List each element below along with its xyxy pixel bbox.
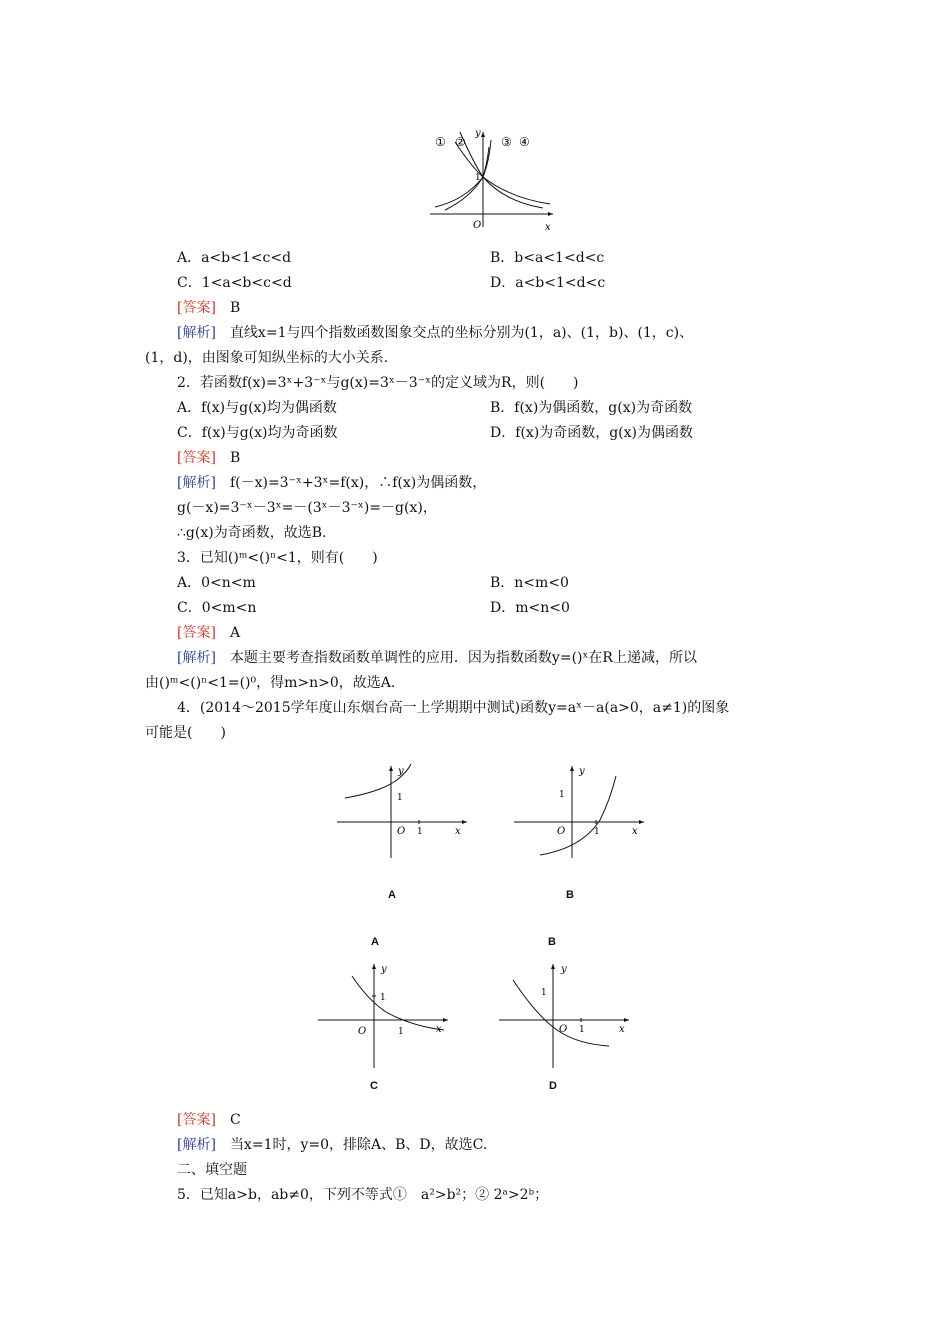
- q3-option-d: D．m<n<0: [490, 600, 570, 616]
- q1-analysis-line-2: (1，d)，由图象可知纵坐标的大小关系.: [145, 350, 389, 366]
- q1-answer-line: [177, 299, 240, 317]
- graph-d-axis-x: x: [619, 1024, 625, 1035]
- q3-answer-line: [177, 624, 240, 642]
- q3-analysis-text-1: 本题主要考查指数函数单调性的应用．因为指数函数y=()ˣ在R上递减，所以: [229, 650, 697, 666]
- graph-b-origin: O: [557, 826, 566, 837]
- analysis-tag: [解析]: [177, 325, 216, 341]
- q2-answer: B: [229, 450, 241, 466]
- answer-tag: [答案]: [177, 1112, 216, 1128]
- q1-option-a: A．a<b<1<c<d: [177, 250, 292, 266]
- graph-d: [497, 958, 637, 1070]
- graph-a-one-x: 1: [417, 827, 423, 837]
- answer-tag: [答案]: [177, 450, 216, 466]
- fig1-label-2: ②: [455, 135, 466, 149]
- graph-b: [512, 760, 652, 860]
- graph-caption-c: C: [370, 1080, 378, 1092]
- graph-caption-a-repeat: A: [371, 936, 379, 948]
- q1-answer: B: [229, 300, 241, 316]
- q3-option-c: C．0<m<n: [177, 600, 257, 616]
- q4-stem-2: 可能是( ): [145, 725, 226, 741]
- graph-d-axis-y: y: [561, 964, 567, 975]
- q4-analysis-line-1: [177, 1136, 487, 1154]
- graph-a-origin: O: [397, 826, 406, 837]
- q2-answer-line: [177, 449, 240, 467]
- graph-c-one-y: 1: [380, 993, 386, 1003]
- graph-c: [316, 958, 456, 1070]
- graph-c-axis-y: y: [381, 964, 387, 975]
- q3-answer: A: [229, 625, 241, 641]
- analysis-tag: [解析]: [177, 1137, 216, 1153]
- fig1-axis-y: y: [475, 128, 481, 139]
- graph-b-one-y: 1: [559, 790, 565, 800]
- q5-stem: 5．已知a>b，ab≠0，下列不等式① a²>b²；② 2ᵃ>2ᵇ；: [177, 1187, 549, 1203]
- q2-analysis-line-2: g(－x)=3⁻ˣ－3ˣ=－(3ˣ－3⁻ˣ)=－g(x)，: [177, 500, 437, 516]
- graph-caption-b-repeat: B: [548, 936, 556, 948]
- graph-b-one-x: 1: [594, 827, 600, 837]
- exponential-curves-figure: [425, 122, 560, 234]
- graph-c-one-x: 1: [398, 1027, 404, 1037]
- section-heading: 二、填空题: [177, 1162, 247, 1178]
- q3-stem: 3．已知()ᵐ<()ⁿ<1，则有( ): [177, 550, 378, 566]
- q2-option-a: A．f(x)与g(x)均为偶函数: [177, 400, 337, 416]
- fig1-label-1: ①: [435, 135, 446, 149]
- fig1-axis-x: x: [545, 222, 551, 233]
- q4-stem-1: 4．(2014～2015学年度山东烟台高一上学期期中测试)函数y=aˣ－a(a>0，a≠1)的图象: [177, 700, 730, 716]
- analysis-tag: [解析]: [177, 475, 216, 491]
- graph-caption-b: B: [566, 889, 574, 901]
- fig1-label-4: ④: [519, 135, 530, 149]
- graph-d-one-x: 1: [579, 1025, 585, 1035]
- graph-c-axis-x: x: [436, 1024, 442, 1035]
- graph-a-axis-x: x: [455, 826, 461, 837]
- graph-d-one-y: 1: [541, 988, 547, 998]
- q3-analysis-line-2: 由()ᵐ<()ⁿ<1=()⁰，得m>n>0，故选A.: [145, 675, 396, 691]
- fig1-one: 1: [475, 173, 481, 183]
- q1-analysis-line-1: [177, 324, 693, 342]
- q2-analysis-text-1: f(－x)=3⁻ˣ+3ˣ=f(x)，∴f(x)为偶函数，: [229, 475, 487, 491]
- graph-a: [335, 760, 475, 860]
- analysis-tag: [解析]: [177, 650, 216, 666]
- q2-option-b: B．f(x)为偶函数，g(x)为奇函数: [490, 400, 693, 416]
- q2-stem: 2．若函数f(x)=3ˣ+3⁻ˣ与g(x)=3ˣ－3⁻ˣ的定义域为R，则( ): [177, 375, 579, 391]
- graph-caption-d: D: [549, 1080, 557, 1092]
- q1-analysis-text-1: 直线x=1与四个指数函数图象交点的坐标分别为(1，a)、(1，b)、(1，c)、: [229, 325, 694, 341]
- fig1-label-3: ③: [501, 135, 512, 149]
- q3-option-a: A．0<n<m: [177, 575, 256, 591]
- q2-analysis-line-3: ∴g(x)为奇函数，故选B.: [177, 525, 327, 541]
- answer-tag: [答案]: [177, 300, 216, 316]
- q4-answer-line: [177, 1111, 241, 1129]
- fig1-origin: O: [473, 220, 482, 231]
- q1-option-d: D．a<b<1<d<c: [490, 275, 606, 291]
- graph-caption-a: A: [388, 889, 396, 901]
- graph-b-axis-x: x: [632, 826, 638, 837]
- q4-analysis-text-1: 当x=1时，y=0，排除A、B、D，故选C.: [229, 1137, 488, 1153]
- graph-b-axis-y: y: [579, 766, 585, 777]
- q1-option-c: C．1<a<b<c<d: [177, 275, 292, 291]
- answer-tag: [答案]: [177, 625, 216, 641]
- graph-a-one-y: 1: [397, 793, 403, 803]
- q2-option-d: D．f(x)为奇函数，g(x)为偶函数: [490, 425, 694, 441]
- q1-option-b: B．b<a<1<d<c: [490, 250, 605, 266]
- q3-option-b: B．n<m<0: [490, 575, 569, 591]
- q2-option-c: C．f(x)与g(x)均为奇函数: [177, 425, 338, 441]
- q3-analysis-line-1: [177, 649, 697, 667]
- graph-a-axis-y: y: [398, 766, 404, 777]
- q4-answer: C: [229, 1112, 241, 1128]
- q2-analysis-line-1: [177, 474, 486, 492]
- graph-d-origin: O: [559, 1024, 568, 1035]
- graph-c-origin: O: [358, 1026, 367, 1037]
